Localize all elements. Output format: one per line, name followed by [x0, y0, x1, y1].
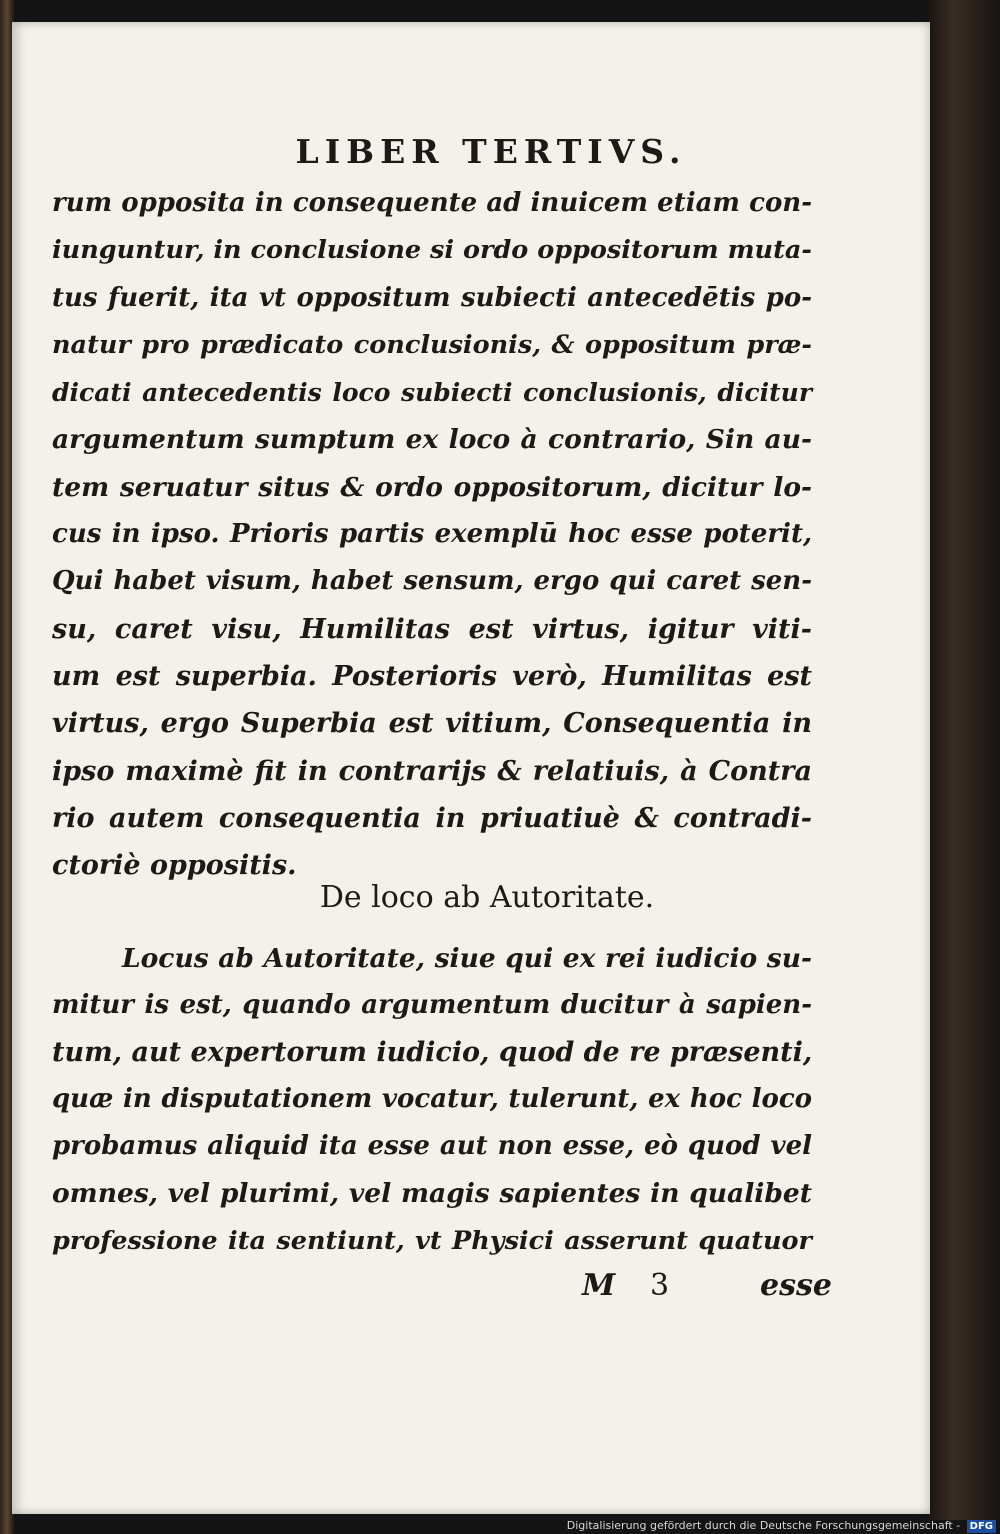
text-line: ipso maximè fit in contrarijs & relatiuis, à Contra [52, 755, 812, 787]
text-line: omnes, vel plurimi, vel magis sapientes in qualibet [52, 1178, 812, 1210]
text-line: um est superbia. Posterioris verò, Humilitas est [52, 660, 812, 692]
text-line: iunguntur, in conclusione si ordo oppositorum muta- [52, 235, 812, 266]
footer-text: Digitalisierung gefördert durch die Deutsche Forschungsgemeinschaft - [566, 1519, 961, 1532]
signature-mark: M [582, 1268, 616, 1303]
text-line: Qui habet visum, habet sensum, ergo qui caret sen- [52, 566, 812, 597]
text-line: probamus aliquid ita esse aut non esse, eò quod vel [52, 1131, 812, 1162]
paragraph-1 [52, 180, 812, 889]
text-line: professione ita sentiunt, vt Physici asserunt quatuor [52, 1225, 812, 1256]
text-line: rum opposita in consequente ad inuicem etiam con- [52, 188, 812, 218]
paragraph-2 [52, 935, 812, 1265]
running-head: LIBER TERTIVS. [295, 132, 687, 171]
text-line: su, caret visu, Humilitas est virtus, igitur viti- [52, 613, 812, 645]
text-line: ctoriè oppositis. [52, 850, 297, 882]
page-edge-shadow [928, 0, 1000, 1520]
signature-line [12, 1268, 930, 1308]
section-heading: De loco ab Autoritate. [319, 880, 655, 915]
text-line: rio autem consequentia in priuatiuè & contradi- [52, 802, 812, 834]
dfg-logo: DFG [967, 1520, 996, 1533]
text-line: natur pro prædicato conclusionis, & oppositum præ- [52, 329, 812, 360]
text-line: argumentum sumptum ex loco à contrario, Sin au- [52, 424, 812, 456]
text-line: tus fuerit, ita vt oppositum subiecti antecedētis po- [52, 282, 812, 313]
text-line: Locus ab Autoritate, siue qui ex rei iudicio su- [122, 943, 812, 974]
text-line: tem seruatur situs & ordo oppositorum, dicitur lo- [52, 471, 812, 503]
digitization-footer [567, 1517, 996, 1534]
text-line: cus in ipso. Prioris partis exemplū hoc esse poterit, [52, 519, 812, 550]
text-line: virtus, ergo Superbia est vitium, Consequentia in [52, 708, 812, 740]
text-line: quæ in disputationem vocatur, tulerunt, ex hoc loco [52, 1084, 812, 1115]
book-page [12, 22, 930, 1514]
catchword: esse [760, 1268, 832, 1303]
text-line: dicati antecedentis loco subiecti conclusionis, dicitur [52, 378, 812, 408]
signature-number: 3 [650, 1268, 670, 1303]
text-line: mitur is est, quando argumentum ducitur à sapien- [52, 990, 812, 1021]
text-line: tum, aut expertorum iudicio, quod de re præsenti, [52, 1037, 813, 1069]
